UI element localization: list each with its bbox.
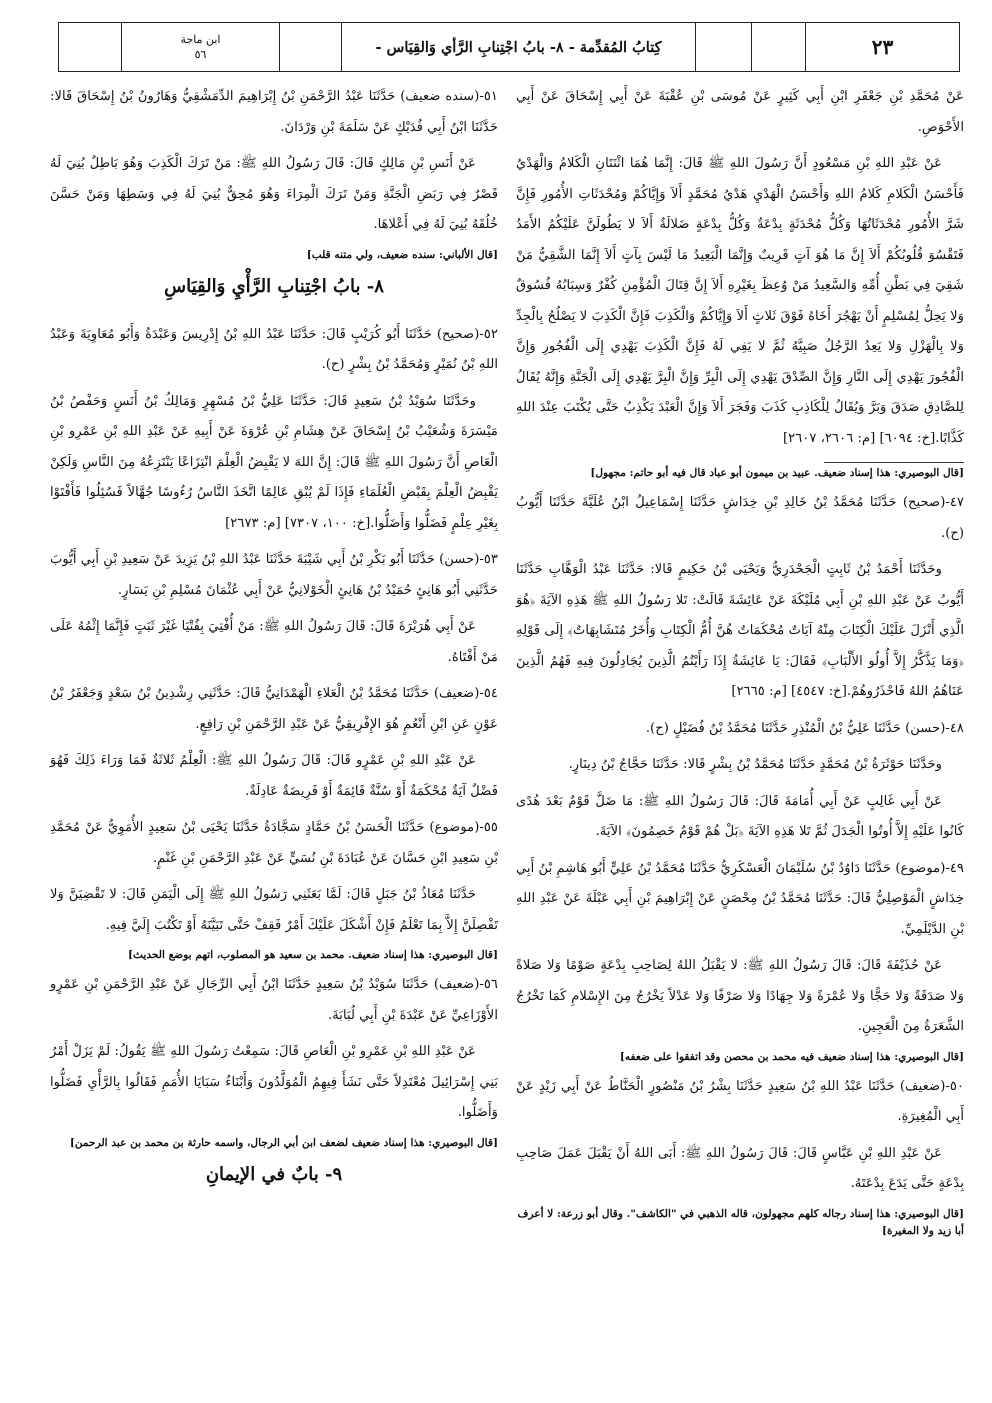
hadith-text: عَنْ عَبْدِ اللهِ بْنِ عَمْرٍو قَالَ: قَالَ رَسُولُ اللهِ ﷺ: الْعِلْمُ ثَلاثَةٌ فَمَا وَرَاءَ ذَلِكَ فَهُوَ فَضْلٌ آيَةٌ مُحْكَمَةٌ أَوْ سُنَّةٌ قَائِمَةٌ أَوْ فَرِيضَةٌ عَادِلَةٌ.	[50, 753, 498, 799]
hadith-text: وحَدَّثَنَا سُوَيْدُ بْنُ سَعِيدٍ قَالَ: حَدَّثَنَا عَلِيُّ بْنُ مُسْهِرٍ وَمَالِكُ بْنُ أَنَسٍ وَحَفْصُ بْنُ مَيْسَرَةَ وَشُعَيْبُ بْنُ إِسْحَاقَ عَنْ هِشَامِ بْنِ عُرْوَةَ عَنْ أَبِيهِ عَنْ عَبْدِ اللهِ بْنِ عَمْرِو بْنِ الْعَاصِ أَنَّ رَسُولَ اللهِ ﷺ قَالَ: إِنَّ اللهَ لا يَقْبِضُ الْعِلْمَ انْتِزَاعًا يَنْتَزِعُهُ مِنَ النَّاسِ وَلَكِنْ يَقْبِضُ الْعِلْمَ بِقَبْضِ الْعُلَمَاءِ فَإِذَا لَمْ يُبْقِ عَالِمًا اتَّخَذَ النَّاسُ رُءُوسًا جُهَّالاً فَسُئِلُوا فَأَفْتَوْا بِغَيْرِ عِلْمٍ فَضَلُّوا وَأَضَلُّوا.[خ: ١٠٠، ٧٣٠٧] [م: ٢٦٧٣]	[50, 393, 498, 531]
hadith-text: وحَدَّثَنَا أَحْمَدُ بْنُ ثَابِتٍ الْجَحْدَرِيُّ وَيَحْيَى بْنُ حَكِيمٍ قَالا: حَدَّثَنَا عَبْدُ الْوَهَّابِ حَدَّثَنَا أَيُّوبُ عَنْ عَبْدِ اللهِ بْنِ أَبِي مُلَيْكَةَ عَنْ عَائِشَةَ قَالَتْ: تَلا رَسُولُ اللهِ ﷺ هَذِهِ الآيَةَ ﴿هُوَ الَّذِي أَنْزَلَ عَلَيْكَ الْكِتَابَ مِنْهُ آيَاتٌ مُحْكَمَاتٌ هُنَّ أُمُّ الْكِتَابِ وَأُخَرُ مُتَشَابِهَاتٌ﴾ إِلَى قَوْلِهِ ﴿وَمَا يَذَّكَّرُ إِلاَّ أُولُو الأَلْبَابِ﴾ فَقَالَ: يَا عَائِشَةُ إِذَا رَأَيْتُمُ الَّذِينَ يُجَادِلُونَ فِيهِ فَهُمُ الَّذِينَ عَنَاهُمُ اللهُ فَاحْذَرُوهُمْ.[خ: ٤٥٤٧] [م: ٢٦٦٥]	[516, 562, 964, 699]
page-number: ٢٣	[805, 23, 959, 71]
hadith-isnad: ٤٧-(صحيح) حَدَّثَنَا مُحَمَّدُ بْنُ خَالِدِ بْنِ خِدَاشٍ حَدَّثَنَا إِسْمَاعِيلُ ابْنُ عُلَيَّةَ حَدَّثَنَا أَيُّوبُ (ح).	[516, 495, 964, 541]
footnote: [قال البوصيري: هذا إسناد ضعيف. محمد بن سعيد هو المصلوب، اتهم بوضع الحديث]	[127, 949, 498, 961]
hadith-isnad: ٤٩-(موضوع) حَدَّثَنَا دَاوُدُ بْنُ سُلَيْمَانَ الْعَسْكَرِيُّ حَدَّثَنَا مُحَمَّدُ بْنُ عَلِيٍّ أَبُو هَاشِمِ بْنُ أَبِي خِدَاشٍ الْمَوْصِلِيُّ قَالَ: حَدَّثَنَا مُحَمَّدُ بْنُ مِحْصَنٍ عَنْ إِبْرَاهِيمَ بْنِ أَبِي عَبْلَةَ عَنْ عَبْدِ اللهِ بْنِ الدَّيْلَمِيِّ.	[516, 860, 964, 937]
source-reference	[121, 23, 279, 71]
source-reference-label: ابن ماجة	[180, 33, 221, 46]
paragraph: وحَدَّثَنَا حَوْثَرَةُ بْنُ مُحَمَّدٍ حَدَّثَنَا مُحَمَّدُ بْنُ بِشْرٍ قَالا: حَدَّثَنَا حَجَّاجُ بْنُ دِينَارٍ.	[568, 757, 942, 772]
hadith-text: عَنْ أَنَسِ بْنِ مَالِكٍ قَالَ: قَالَ رَسُولُ اللهِ ﷺ: مَنْ تَرَكَ الْكَذِبَ وَهُوَ بَاطِلٌ بُنِيَ لَهُ قَصْرٌ فِي رَبَضِ الْجَنَّةِ وَمَنْ تَرَكَ الْمِرَاءَ وَهُوَ مُحِقٌّ بُنِيَ لَهُ فِي وَسَطِهَا وَمَنْ حَسَّنَ خُلُقَهُ بُنِيَ لَهُ فِي أَعْلاهَا.	[50, 156, 498, 232]
hadith-text: عَنْ حُذَيْفَةَ قَالَ: قَالَ رَسُولُ اللهِ ﷺ: لا يَقْبَلُ اللهُ لِصَاحِبِ بِدْعَةٍ صَوْمًا وَلا صَلاةً وَلا صَدَقَةً وَلا حَجًّا وَلا عُمْرَةً وَلا جِهَادًا وَلا صَرْفًا وَلا عَدْلاً يَخْرُجُ مِنَ الإِسْلامِ كَمَا تَخْرُجُ الشَّعَرَةُ مِنَ الْعَجِينِ.	[516, 958, 964, 1034]
hadith-text: عَنْ عَبْدِ اللهِ بْنِ مَسْعُودٍ أَنَّ رَسُولَ اللهِ ﷺ قَالَ: إِنَّمَا هُمَا اثْنَتَانِ الْكَلامُ وَالْهَدْيُ فَأَحْسَنُ الْكَلامِ كَلامُ اللهِ وَأَحْسَنُ الْهَدْيِ هَدْيُ مُحَمَّدٍ أَلاَ وَإِيَّاكُمْ وَمُحْدَثَاتِ الأُمُورِ فَإِنَّ شَرَّ الأُمُورِ مُحْدَثَاتُهَا وَكُلُّ مُحْدَثَةٍ بِدْعَةٌ وَكُلُّ بِدْعَةٍ ضَلالَةٌ أَلاَ لا يَطُولَنَّ عَلَيْكُمُ الأَمَدُ فَتَقْسُوَ قُلُوبُكُمْ أَلاَ إِنَّ مَا هُوَ آتٍ قَرِيبٌ وَإِنَّمَا الْبَعِيدُ مَا لَيْسَ بِآتٍ أَلاَ إِنَّمَا الشَّقِيُّ مَنْ شَقِيَ فِي بَطْنِ أُمِّهِ وَالسَّعِيدُ مَنْ وُعِظَ بِغَيْرِهِ أَلاَ إِنَّ قِتَالَ الْمُؤْمِنِ كُفْرٌ وَسِبَابُهُ فُسُوقٌ وَلا يَحِلُّ لِمُسْلِمٍ أَنْ يَهْجُرَ أَخَاهُ فَوْقَ ثَلاثٍ أَلاَ وَإِيَّاكُمْ وَالْكَذِبَ فَإِنَّ الْكَذِبَ لا يَصْلُحُ بِالْجِدِّ وَلا بِالْهَزْلِ وَلا يَعِدُ الرَّجُلُ صَبِيَّهُ ثُمَّ لا يَفِي لَهُ فَإِنَّ الْكَذِبَ يَهْدِي إِلَى الْفُجُورِ وَإِنَّ الْفُجُورَ يَهْدِي إِلَى النَّارِ وَإِنَّ الصِّدْقَ يَهْدِي إِلَى الْبِرِّ وَإِنَّ الْبِرَّ يَهْدِي إِلَى الْجَنَّةِ وَإِنَّهُ يُقَالُ لِلصَّادِقِ صَدَقَ وَبَرَّ وَيُقَالُ لِلْكَاذِبِ كَذَبَ وَفَجَرَ أَلاَ وَإِنَّ الْعَبْدَ يَكْذِبُ حَتَّى يُكْتَبَ عِنْدَ اللهِ كَذَّابًا.[خ: ٦٠٩٤] [م: ٢٦٠٦، ٢٦٠٧]	[516, 156, 964, 446]
hadith-text: عَنْ عَبْدِ اللهِ بْنِ عَمْرِو بْنِ الْعَاصِ قَالَ: سَمِعْتُ رَسُولَ اللهِ ﷺ يَقُولُ: لَمْ يَزَلْ أَمْرُ بَنِي إِسْرَائِيلَ مُعْتَدِلاً حَتَّى نَشَأَ فِيهِمُ الْمُوَلَّدُونَ وَأَبْنَاءُ سَبَايَا الأُمَمِ فَقَالُوا بِالرَّأْيِ فَضَلُّوا وَأَضَلُّوا.	[50, 1044, 498, 1120]
header-cell-empty	[279, 23, 341, 71]
hadith-isnad: ٥١-(سنده ضعيف) حَدَّثَنَا عَبْدُ الرَّحْمَنِ بْنُ إِبْرَاهِيمَ الدِّمَشْقِيُّ وَهَارُونُ بْنُ إِسْحَاقَ قَالا: حَدَّثَنَا ابْنُ أَبِي فُدَيْكٍ عَنْ سَلَمَةَ بْنِ وَرْدَانَ.	[50, 89, 498, 135]
hadith-text: عَنْ أَبِي هُرَيْرَةَ قَالَ: قَالَ رَسُولُ اللهِ ﷺ: مَنْ أُفْتِيَ بِفُتْيَا غَيْرَ ثَبَتٍ فَإِنَّمَا إِثْمُهُ عَلَى مَنْ أَفْتَاهُ.	[50, 619, 498, 665]
footnote: [قال الألباني: سنده ضعيف، ولي متنه قلب]	[306, 248, 498, 261]
chapter-title: كِتابُ المُقدِّمة - ٨- بابُ اجْتِنابِ الرَّأي وَالقِيَاس -	[341, 23, 695, 71]
hadith-text: عَنْ أَبِي غَالِبٍ عَنْ أَبِي أُمَامَةَ قَالَ: قَالَ رَسُولُ اللهِ ﷺ: مَا ضَلَّ قَوْمٌ بَعْدَ هُدًى كَانُوا عَلَيْهِ إِلاَّ أُوتُوا الْجَدَلَ ثُمَّ تَلا هَذِهِ الآيَةَ ﴿بَلْ هُمْ قَوْمٌ خَصِمُونَ﴾ الآيَةَ.	[516, 793, 964, 839]
footnote: [قال البوصيري: هذا إسناد ضعيف لضعف ابن أبي الرجال، واسمه حارثة بن محمد بن عبد الرحمن]	[69, 1136, 498, 1149]
page-header	[58, 22, 960, 72]
footnote: [قال البوصيري: هذا إسناد ضعيف فيه محمد بن محصن وقد اتفقوا على ضعفه]	[619, 1050, 964, 1063]
hadith-isnad: ٥٠-(ضعيف) حَدَّثَنَا عَبْدُ اللهِ بْنُ سَعِيدٍ حَدَّثَنَا بِشْرُ بْنُ مَنْصُورٍ الْحَنَّاطُ عَنْ أَبِي زَيْدٍ عَنْ أَبِي الْمُغِيرَةِ.	[516, 1078, 964, 1124]
hadith-isnad: ٤٨-(حسن) حَدَّثَنَا عَلِيُّ بْنُ الْمُنْذِرِ حَدَّثَنَا مُحَمَّدُ بْنُ فُضَيْلٍ (ح).	[645, 720, 964, 736]
footnote: [قال البوصيري: هذا إسناد ضعيف. عبيد بن ميمون أبو عباد قال فيه أبو حاتم: مجهول]	[590, 467, 964, 479]
header-cell-empty	[59, 23, 121, 71]
hadith-isnad: ٥٦-(ضعيف) حَدَّثَنَا سُوَيْدُ بْنُ سَعِيدٍ حَدَّثَنَا ابْنُ أَبِي الرِّجَالِ عَنْ عَبْدِ الرَّحْمَنِ بْنِ عَمْرٍو الأَوْزَاعِيِّ عَنْ عَبْدَةَ بْنِ أَبِي لُبَابَةَ.	[50, 977, 498, 1023]
header-cell-empty	[751, 23, 805, 71]
section-heading: ٩- بابٌ في الإيمانِ	[205, 1163, 343, 1185]
hadith-isnad: ٥٣-(حسن) حَدَّثَنَا أَبُو بَكْرِ بْنُ أَبِي شَيْبَةَ حَدَّثَنَا عَبْدُ اللهِ بْنُ يَزِيدَ عَنْ سَعِيدِ بْنِ أَبِي أَيُّوبَ حَدَّثَنِي أَبُو هَانِئٍ حُمَيْدُ بْنُ هَانِئٍ الْخَوْلانِيُّ عَنْ أَبِي عُثْمَانَ مُسْلِمِ بْنِ يَسَارٍ.	[50, 552, 498, 598]
header-cell-empty	[695, 23, 751, 71]
hadith-text: حَدَّثَنَا مُعَاذُ بْنُ جَبَلٍ قَالَ: لَمَّا بَعَثَنِي رَسُولُ اللهِ ﷺ إِلَى الْيَمَنِ قَالَ: لا تَقْضِيَنَّ وَلا تَفْصِلَنَّ إِلاَّ بِمَا تَعْلَمُ فَإِنْ أَشْكَلَ عَلَيْكَ أَمْرٌ فَقِفْ حَتَّى تَبَيَّنَهُ أَوْ تَكْتُبَ إِلَيَّ فِيهِ.	[50, 887, 498, 933]
hadith-isnad: ٥٥-(موضوع) حَدَّثَنَا الْحَسَنُ بْنُ حَمَّادٍ سَجَّادَةُ حَدَّثَنَا يَحْيَى بْنُ سَعِيدٍ الأُمَوِيُّ عَنْ مُحَمَّدِ بْنِ سَعِيدِ ابْنِ حَسَّانَ عَنْ عُبَادَةَ بْنِ نُسَيٍّ عَنْ عَبْدِ الرَّحْمَنِ بْنِ غَنْمٍ.	[50, 820, 498, 866]
hadith-isnad: ٥٤-(ضعيف) حَدَّثَنَا مُحَمَّدُ بْنُ الْعَلاءِ الْهَمْدَانِيُّ قَالَ: حَدَّثَنِي رِشْدِينُ بْنُ سَعْدٍ وَجَعْفَرُ بْنُ عَوْنٍ عَنِ ابْنِ أَنْعُمٍ هُوَ الإِفْرِيقِيُّ عَنْ عَبْدِ الرَّحْمَنِ بْنِ رَافِعٍ.	[50, 686, 498, 732]
footnote: [قال البوصيري: هذا إسناد رجاله كلهم مجهولون، قاله الذهبي في "الكاشف". وقال أبو زرعة: لا أعرف أبا زيد ولا المغيرة]	[517, 1207, 964, 1237]
footnote-divider	[824, 462, 964, 463]
right-column	[516, 82, 964, 1246]
hadith-isnad: ٥٢-(صحيح) حَدَّثَنَا أَبُو كُرَيْبٍ قَالَ: حَدَّثَنَا عَبْدُ اللهِ بْنُ إِدْرِيسَ وَعَبْدَةُ وَأَبُو مُعَاوِيَةَ وَعَبْدُ اللهِ بْنُ نُمَيْرٍ وَمُحَمَّدُ بْنُ بِشْرٍ (ح).	[50, 326, 498, 372]
source-reference-number: ٥٦	[194, 48, 207, 61]
hadith-text: عَنْ عَبْدِ اللهِ بْنِ عَبَّاسٍ قَالَ: قَالَ رَسُولُ اللهِ ﷺ: أَبَى اللهُ أَنْ يَقْبَلَ عَمَلَ صَاحِبِ بِدْعَةٍ حَتَّى يَدَعَ بِدْعَتَهُ.	[516, 1145, 964, 1191]
left-column	[50, 82, 498, 1208]
section-heading: ٨- بابُ اجْتِنابِ الرَّأْيِ وَالقِيَاسِ	[164, 275, 384, 297]
paragraph: عَنْ مُحَمَّدِ بْنِ جَعْفَرِ ابْنِ أَبِي كَثِيرٍ عَنْ مُوسَى بْنِ عُقْبَةَ عَنْ أَبِي إِسْحَاقَ عَنْ أَبِي الأَحْوَصِ.	[516, 89, 964, 135]
